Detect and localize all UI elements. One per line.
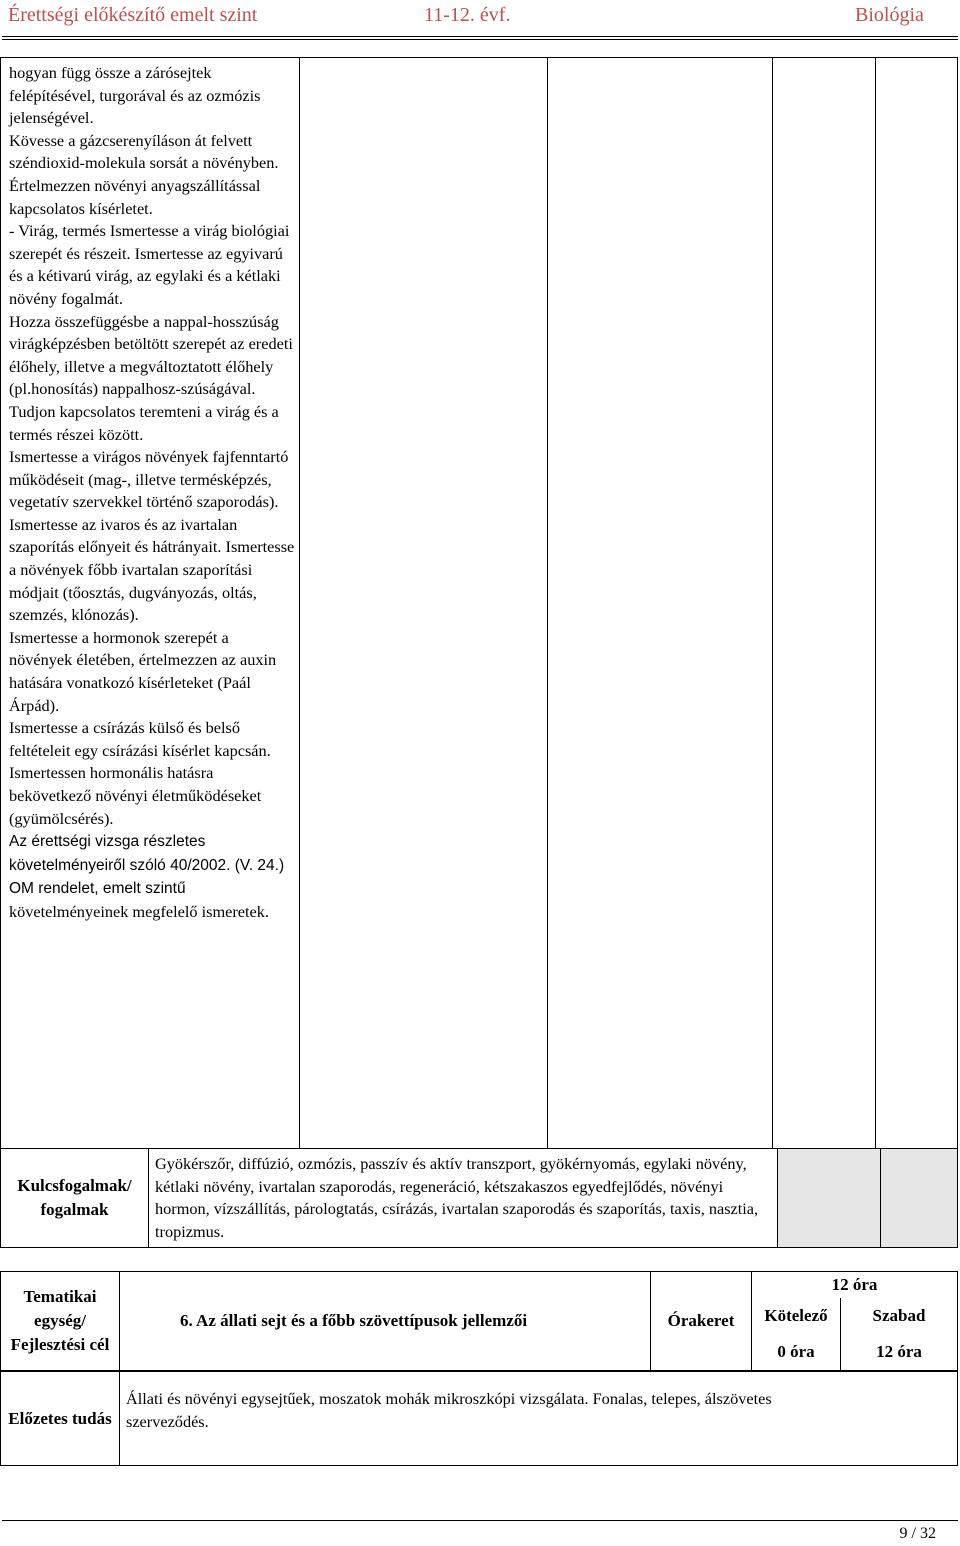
unit-title: 6. Az állati sejt és a főbb szövettípusok jellemzői	[120, 1272, 651, 1371]
requirement-paragraph: Értelmezzen növényi anyagszállítással kapcsolatos kísérletet.	[9, 175, 261, 218]
requirements-table	[0, 57, 958, 1149]
empty-cell	[300, 58, 548, 1149]
keywords-text: Gyökérszőr, diffúzió, ozmózis, passzív és aktív transzport, gyökérnyomás, egylaki növény, kétlaki növény, ivartalan szaporodás, regeneráció, kétszakaszos egyedfejlődés, növényi hormon, vízszállítás, párologtatás, csírázás, ivartalan szaporodás és szaporítás, taxis, nasztia, tropizmus.	[149, 1149, 778, 1248]
hours-label: Órakeret	[651, 1272, 752, 1371]
prior-text: Állati és növényi egysejtűek, moszatok mohák mikroszkópi vizsgálata. Fonalas, telepes, álszövetes szerveződés.	[120, 1372, 958, 1466]
requirement-paragraph: - Virág, termés Ismertesse a virág biológiai szerepét és részeit. Ismertesse az egyivarú és a kétivarú virág, az egylaki és a kétlaki növény fogalmát.	[9, 221, 290, 308]
requirement-final-serif: követelményeinek megfelelő ismeretek.	[9, 901, 269, 921]
empty-cell	[773, 58, 876, 1149]
unit-table	[0, 1271, 958, 1371]
requirement-final	[9, 830, 295, 923]
prior-label: Előzetes tudás	[1, 1372, 120, 1466]
requirement-paragraph: Tudjon kapcsolatos teremteni a virág és a termés részei között.	[9, 401, 279, 444]
requirement-paragraph: Hozza összefüggésbe a nappal-hosszúság virágképzésben betöltött szerepét az eredeti élőhely, illetve a megváltoztatott élőhely (pl.honosítás) nappalhosz-szúságával.	[9, 311, 293, 399]
keywords-label: Kulcsfogalmak/ fogalmak	[1, 1149, 149, 1248]
requirement-paragraph: Ismertessen hormonális hatásra bekövetkező növényi életműködéseket (gyümölcsérés).	[9, 763, 262, 828]
empty-cell	[548, 58, 773, 1149]
free-hours: 12 óra	[841, 1334, 958, 1371]
total-hours: 12 óra	[752, 1272, 958, 1299]
header-rule-top	[2, 36, 958, 37]
keywords-table	[0, 1148, 958, 1248]
footer-rule	[2, 1520, 958, 1521]
page-header	[0, 0, 960, 34]
header-title: Érettségi előkészítő emelt szint	[8, 4, 258, 26]
requirement-paragraph: Ismertesse az ivaros és az ivartalan szaporítás előnyeit és hátrányait. Ismertesse a növények főbb ivartalan szaporítási módjait (tőosztás, dugványozás, oltás, szemzés, klónozás).	[9, 514, 295, 625]
requirement-final-sans: Az érettségi vizsga részletes követelményeiről szóló 40/2002. (V. 24.) OM rendelet, emelt szintű	[9, 833, 285, 898]
requirement-paragraph: Ismertesse a virágos növények fajfenntartó működéseit (mag-, illetve termésképzés, vegetatív szervekkel történő szaporodás).	[9, 447, 289, 512]
page-number: 9 / 32	[899, 1525, 936, 1542]
prior-table	[0, 1371, 958, 1466]
requirement-paragraph: Kövesse a gázcserenyíláson át felvett széndioxid-molekula sorsát a növényben.	[9, 130, 279, 173]
header-grade: 11-12. évf.	[424, 4, 511, 26]
requirement-paragraph: Ismertesse a csírázás külső és belső feltételeit egy csírázási kísérlet kapcsán.	[9, 718, 271, 760]
requirements-cell	[1, 58, 300, 1149]
free-label: Szabad	[841, 1298, 958, 1334]
mandatory-hours: 0 óra	[752, 1334, 841, 1371]
shaded-cell	[778, 1149, 881, 1248]
header-rule-bottom	[2, 39, 958, 40]
mandatory-label: Kötelező	[752, 1298, 841, 1334]
requirement-paragraph: Ismertesse a hormonok szerepét a növények életében, értelmezzen az auxin hatására vonatkozó kísérleteket (Paál Árpád).	[9, 627, 277, 715]
header-subject: Biológia	[855, 4, 924, 26]
unit-label: Tematikai egység/ Fejlesztési cél	[1, 1272, 120, 1371]
shaded-cell	[881, 1149, 958, 1248]
empty-cell	[876, 58, 958, 1149]
requirement-paragraph: hogyan függ össze a zárósejtek felépítésével, turgorával és az ozmózis jelenségével.	[9, 63, 261, 128]
